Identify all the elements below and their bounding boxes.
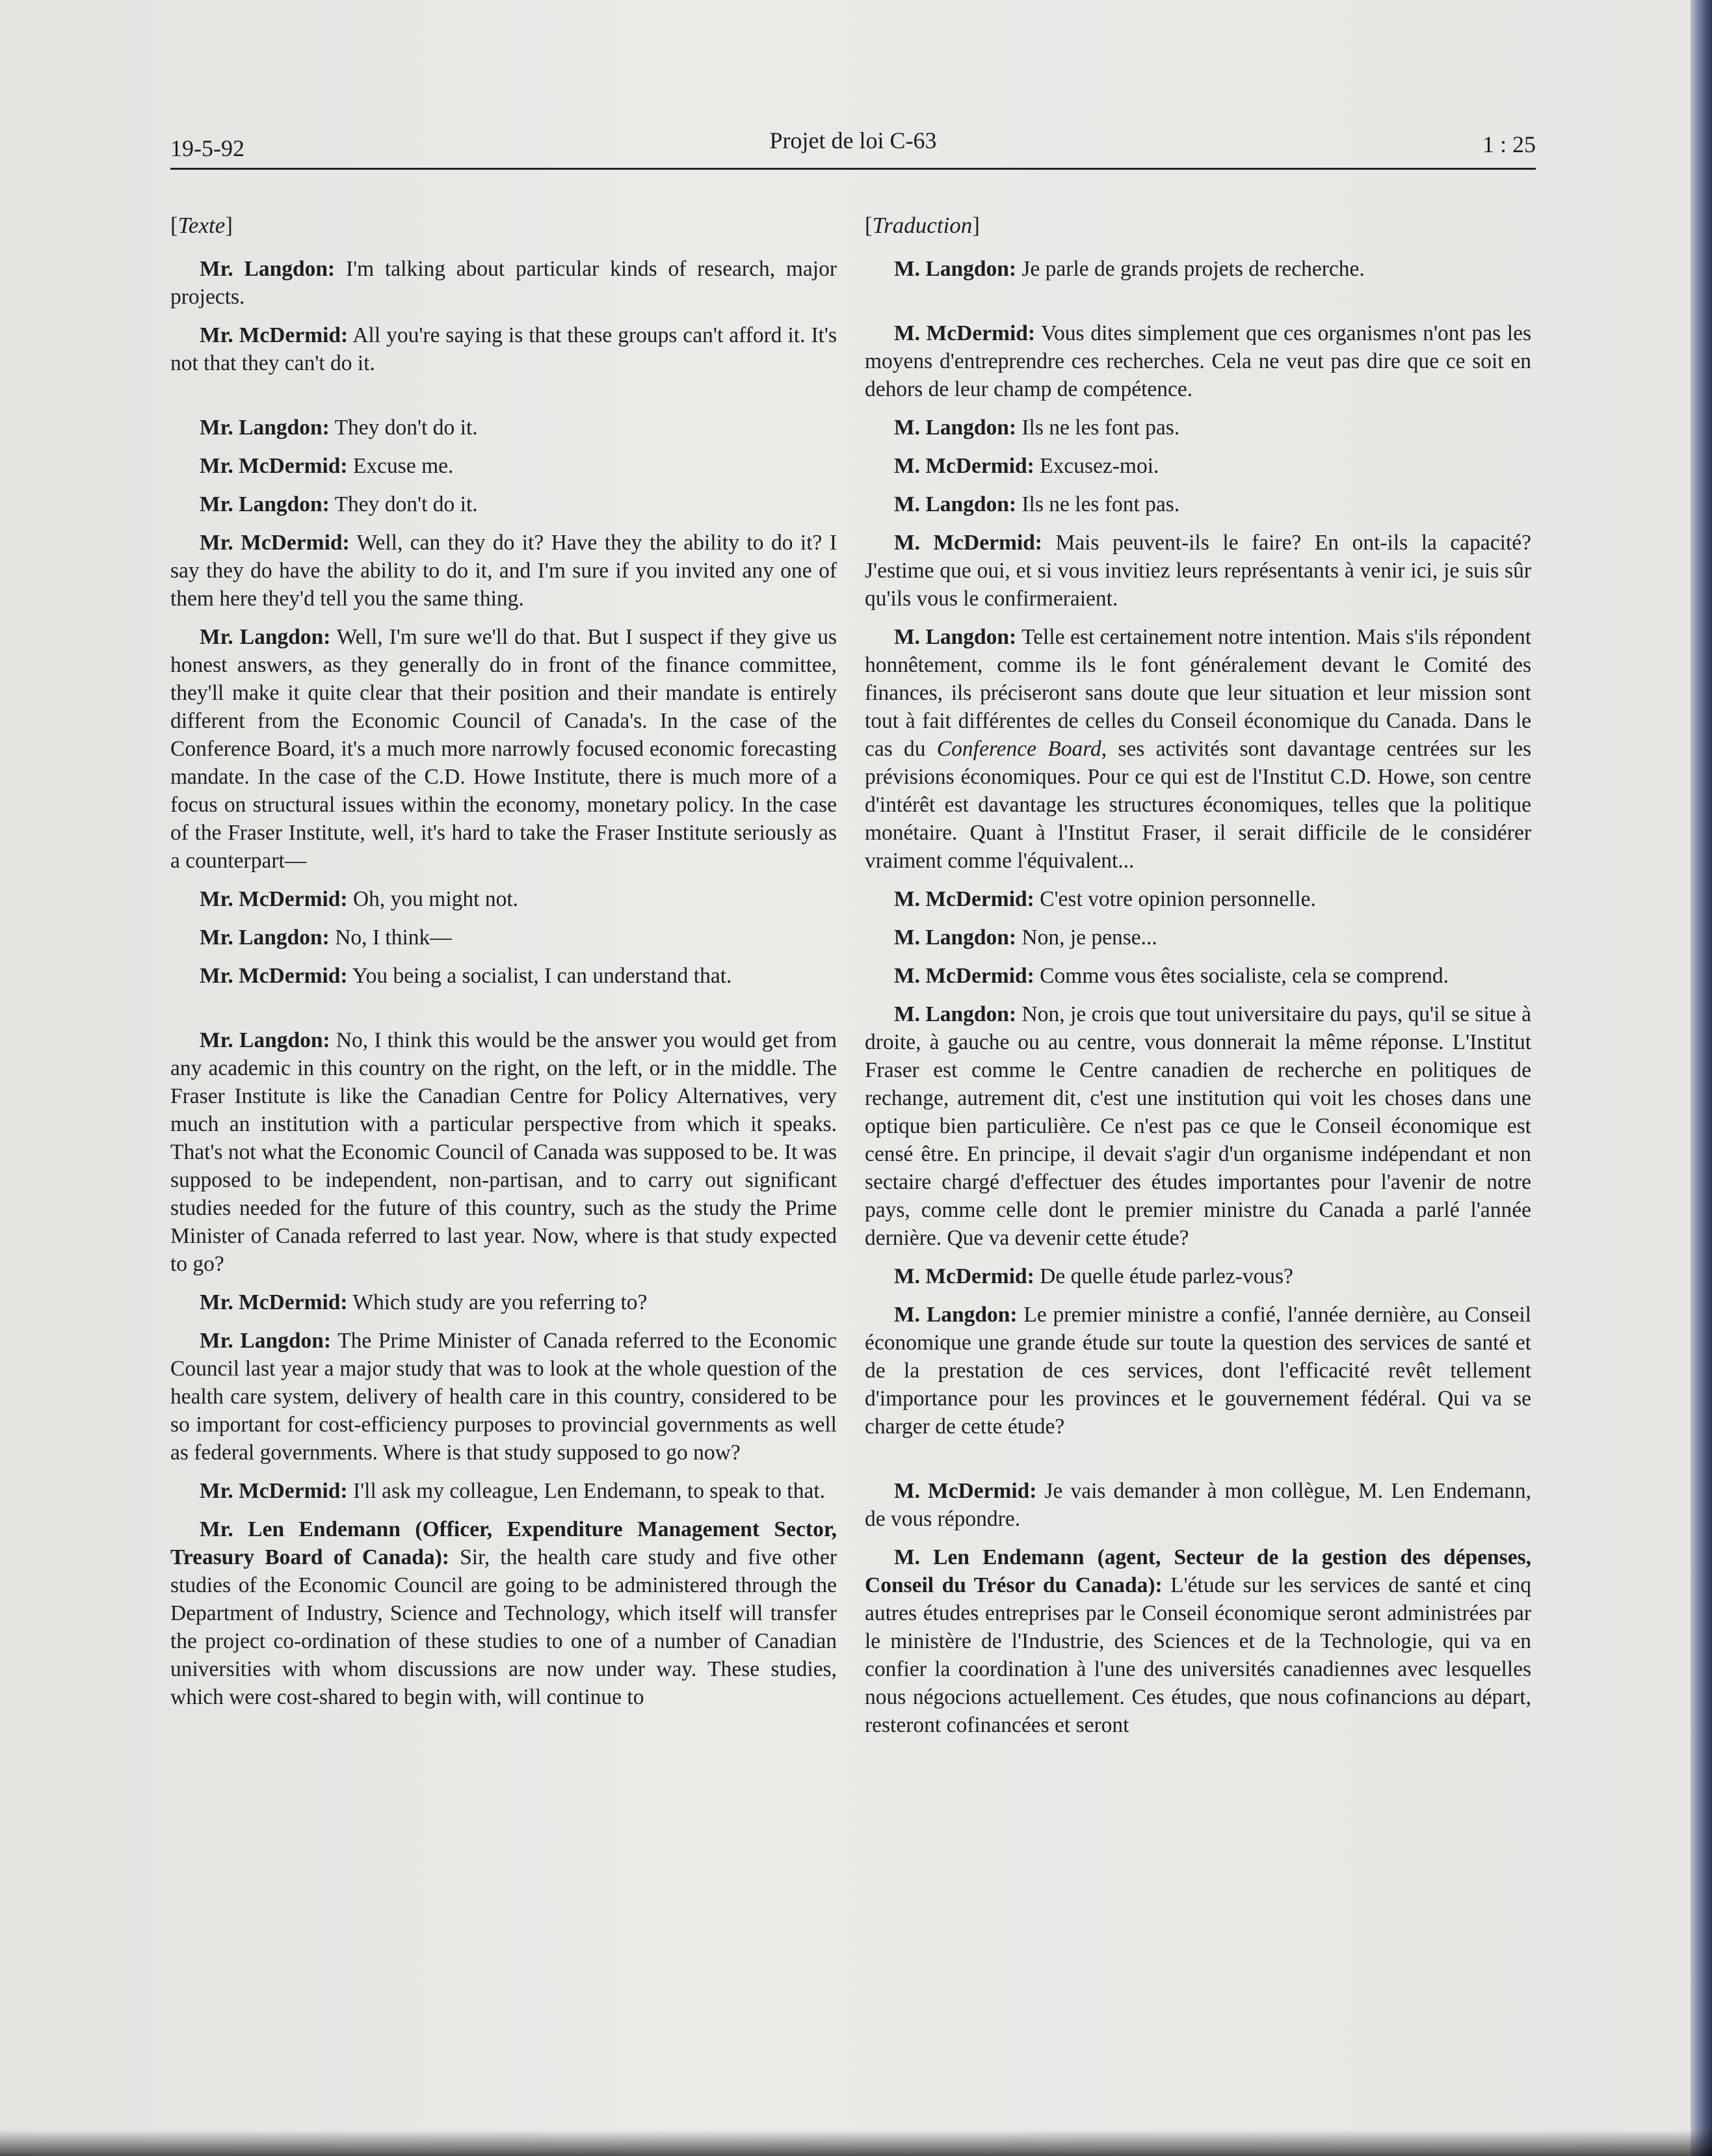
right-para-14: M. McDermid: Je vais demander à mon collègue, M. Len Endemann, de vous répondre. <box>865 1479 1531 1531</box>
bottom-shadow <box>0 2130 1712 2156</box>
left-para-9: Mr. Langdon: No, I think— <box>200 925 452 950</box>
header-title: Projet de loi C-63 <box>769 127 937 153</box>
left-para-12: Mr. McDermid: Which study are you referring to? <box>200 1290 648 1314</box>
right-para-13: M. Langdon: Le premier ministre a confié, l'année dernière, au Conseil économique une grande étude sur toute la question des services de santé et de la prestation de ces services, dont l'efficacité revêt tellement d'importance pour les provinces et le gouvernement fédéral. Qui va se charger de cette étude? <box>865 1303 1531 1439</box>
left-para-3: Mr. Langdon: They don't do it. <box>200 416 478 440</box>
left-para-15: Mr. Len Endemann (Officer, Expenditure Management Sector, Treasury Board of Canada): Sir, the health care study and five other studies of the Economic Council are going to be administered through the Department of Industry, Science and Technology, which itself will transfer the project co-ordination of these studies to one of a number of Canadian universities with whom discussions are now under way. These studies, which were cost-shared to begin with, will continue to <box>170 1517 837 1709</box>
right-para-4: M. McDermid: Excusez-moi. <box>894 454 1159 478</box>
left-para-5: Mr. Langdon: They don't do it. <box>200 492 478 516</box>
left-para-8: Mr. McDermid: Oh, you might not. <box>200 887 519 911</box>
right-para-2: M. McDermid: Vous dites simplement que ces organismes n'ont pas les moyens d'entreprendre ces recherches. Cela ne veut pas dire que ce soit en dehors de leur champ de compétence. <box>865 321 1531 401</box>
left-para-7: Mr. Langdon: Well, I'm sure we'll do that. But I suspect if they give us honest answers, as they generally do in front of the finance committee, they'll make it quite clear that their position and their mandate is entirely different from the Economic Council of Canada's. In the case of the Conference Board, it's a much more narrowly focused economic forecasting mandate. In the case of the C.D. Howe Institute, there is much more of a focus on structural issues within the economy, monetary policy. In the case of the Fraser Institute, well, it's hard to take the Fraser Institute seriously as a counterpart— <box>170 625 837 873</box>
left-para-2: Mr. McDermid: All you're saying is that these groups can't afford it. It's not that they can't do it. <box>170 323 837 375</box>
left-para-4: Mr. McDermid: Excuse me. <box>200 454 454 478</box>
left-para-6: Mr. McDermid: Well, can they do it? Have they the ability to do it? I say they do have the ability to do it, and I'm sure if you invited any one of them here they'd tell you the same thing. <box>170 531 837 611</box>
header-rule <box>170 168 1536 170</box>
right-para-6: M. McDermid: Mais peuvent-ils le faire? En ont-ils la capacité? J'estime que oui, et si vous invitiez leurs représentants à venir ici, je suis sûr qu'ils vous le confirmeraient. <box>865 531 1531 611</box>
french-column <box>865 211 1531 1750</box>
right-para-1: M. Langdon: Je parle de grands projets de recherche. <box>894 257 1365 281</box>
right-para-15: M. Len Endemann (agent, Secteur de la gestion des dépenses, Conseil du Trésor du Canada): L'étude sur les services de santé et cinq autres études entreprises par le Conseil économique seront administrées par le ministère de l'Industrie, des Sciences et de la Technologie, qui va en confier la coordination à l'une des universités canadiennes avec lesquelles nous négocions actuellement. Ces études, que nous cofinancions au départ, resteront cofinancées et seront <box>865 1545 1531 1737</box>
left-para-14: Mr. McDermid: I'll ask my colleague, Len Endemann, to speak to that. <box>200 1479 826 1503</box>
left-para-11: Mr. Langdon: No, I think this would be the answer you would get from any academic in this country on the right, on the left, or in the middle. The Fraser Institute is like the Canadian Centre for Policy Alternatives, very much an institution with a particular perspective from which it speaks. That's not what the Economic Council of Canada was supposed to be. It was supposed to be independent, non-partisan, and to carry out significant studies needed for the future of this country, such as the study the Prime Minister of Canada referred to last year. Now, where is that study expected to go? <box>170 1028 837 1276</box>
right-para-8: M. McDermid: C'est votre opinion personnelle. <box>894 887 1316 911</box>
right-para-9: M. Langdon: Non, je pense... <box>894 925 1157 950</box>
header-date: 19-5-92 <box>170 135 244 161</box>
right-para-5: M. Langdon: Ils ne les font pas. <box>894 492 1180 516</box>
right-para-7: M. Langdon: Telle est certainement notre intention. Mais s'ils répondent honnêtement, comme ils le font généralement devant le Comité des finances, ils préciseront sans doute que leur situation et leur mission sont tout à fait différentes de celles du Conseil économique du Canada. Dans le cas du Conference Board, ses activités sont davantage centrées sur les prévisions économiques. Pour ce qui est de l'Institut C.D. Howe, son centre d'intérêt est davantage les structures économiques, telles que la politique monétaire. Quant à l'Institut Fraser, il serait difficile de le considérer vraiment comme l'équivalent... <box>865 625 1532 873</box>
english-column <box>170 211 837 1722</box>
page-header <box>170 127 1536 166</box>
right-para-10: M. McDermid: Comme vous êtes socialiste, cela se comprend. <box>894 964 1449 988</box>
book-edge <box>1691 0 1712 2156</box>
left-para-10: Mr. McDermid: You being a socialist, I can understand that. <box>200 964 732 988</box>
left-para-1: Mr. Langdon: I'm talking about particular kinds of research, major projects. <box>170 257 837 309</box>
right-para-12: M. McDermid: De quelle étude parlez-vous? <box>894 1264 1293 1288</box>
lang-label-text: [Texte] <box>170 213 233 238</box>
left-para-13: Mr. Langdon: The Prime Minister of Canada referred to the Economic Council last year a major study that was to look at the whole question of the health care system, delivery of health care in this country, considered to be so important for cost-efficiency purposes to provincial governments as well as federal governments. Where is that study supposed to go now? <box>170 1329 837 1465</box>
right-para-3: M. Langdon: Ils ne les font pas. <box>894 416 1180 440</box>
lang-label-traduction: [Traduction] <box>865 213 980 238</box>
right-para-11: M. Langdon: Non, je crois que tout universitaire du pays, qu'il se situe à droite, à gauche ou au centre, vous donnerait la même réponse. L'Institut Fraser est comme le Centre canadien de recherche en politiques de rechange, autrement dit, c'est une institution qui voit les choses dans une optique bien particulière. Ce n'est pas ce que le Conseil économique est censé être. En principe, il devait s'agir d'un organisme indépendant et non sectaire chargé d'effectuer des études importantes pour l'avenir de notre pays, comme celle dont le premier ministre du Canada a parlé l'année dernière. Que va devenir cette étude? <box>865 1002 1531 1250</box>
header-page-number: 1 : 25 <box>1482 131 1536 157</box>
